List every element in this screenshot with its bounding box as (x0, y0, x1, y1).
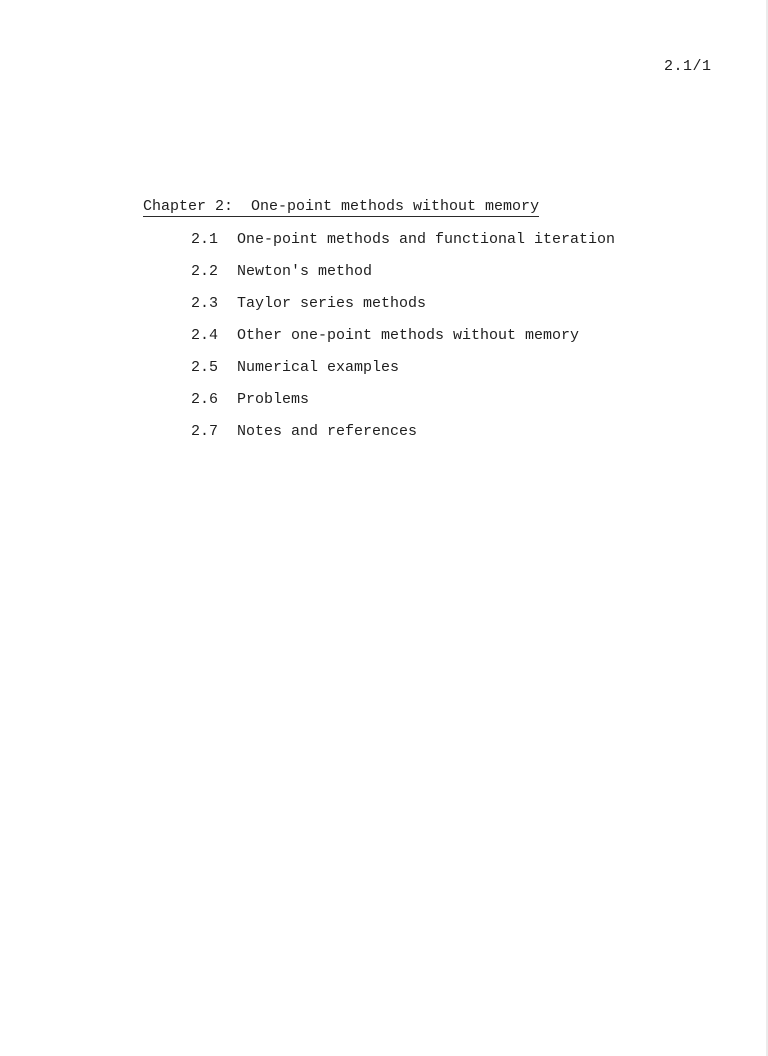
chapter-title: Chapter 2: One-point methods without memory (143, 198, 540, 215)
toc-section-number: 2.6 (191, 391, 219, 408)
toc-section-title: Problems (237, 391, 310, 408)
table-of-contents (191, 230, 615, 454)
toc-section-title: Other one-point methods without memory (237, 327, 580, 344)
toc-item-2-3 (191, 294, 615, 326)
toc-item-2-5 (191, 358, 615, 390)
toc-section-title: Taylor series methods (237, 295, 427, 312)
toc-item-2-1 (191, 230, 615, 262)
toc-item-2-7 (191, 422, 615, 454)
page-number: 2.1/1 (664, 58, 712, 75)
toc-section-number: 2.1 (191, 231, 219, 248)
toc-section-title: Notes and references (237, 423, 418, 440)
toc-section-number: 2.7 (191, 423, 219, 440)
toc-section-title: Newton's method (237, 263, 373, 280)
toc-section-number: 2.3 (191, 295, 219, 312)
toc-section-number: 2.5 (191, 359, 219, 376)
toc-item-2-6 (191, 390, 615, 422)
toc-item-2-4 (191, 326, 615, 358)
toc-section-number: 2.2 (191, 263, 219, 280)
toc-item-2-2 (191, 262, 615, 294)
toc-section-number: 2.4 (191, 327, 219, 344)
toc-section-title: One-point methods and functional iteration (237, 231, 616, 248)
toc-section-title: Numerical examples (237, 359, 400, 376)
